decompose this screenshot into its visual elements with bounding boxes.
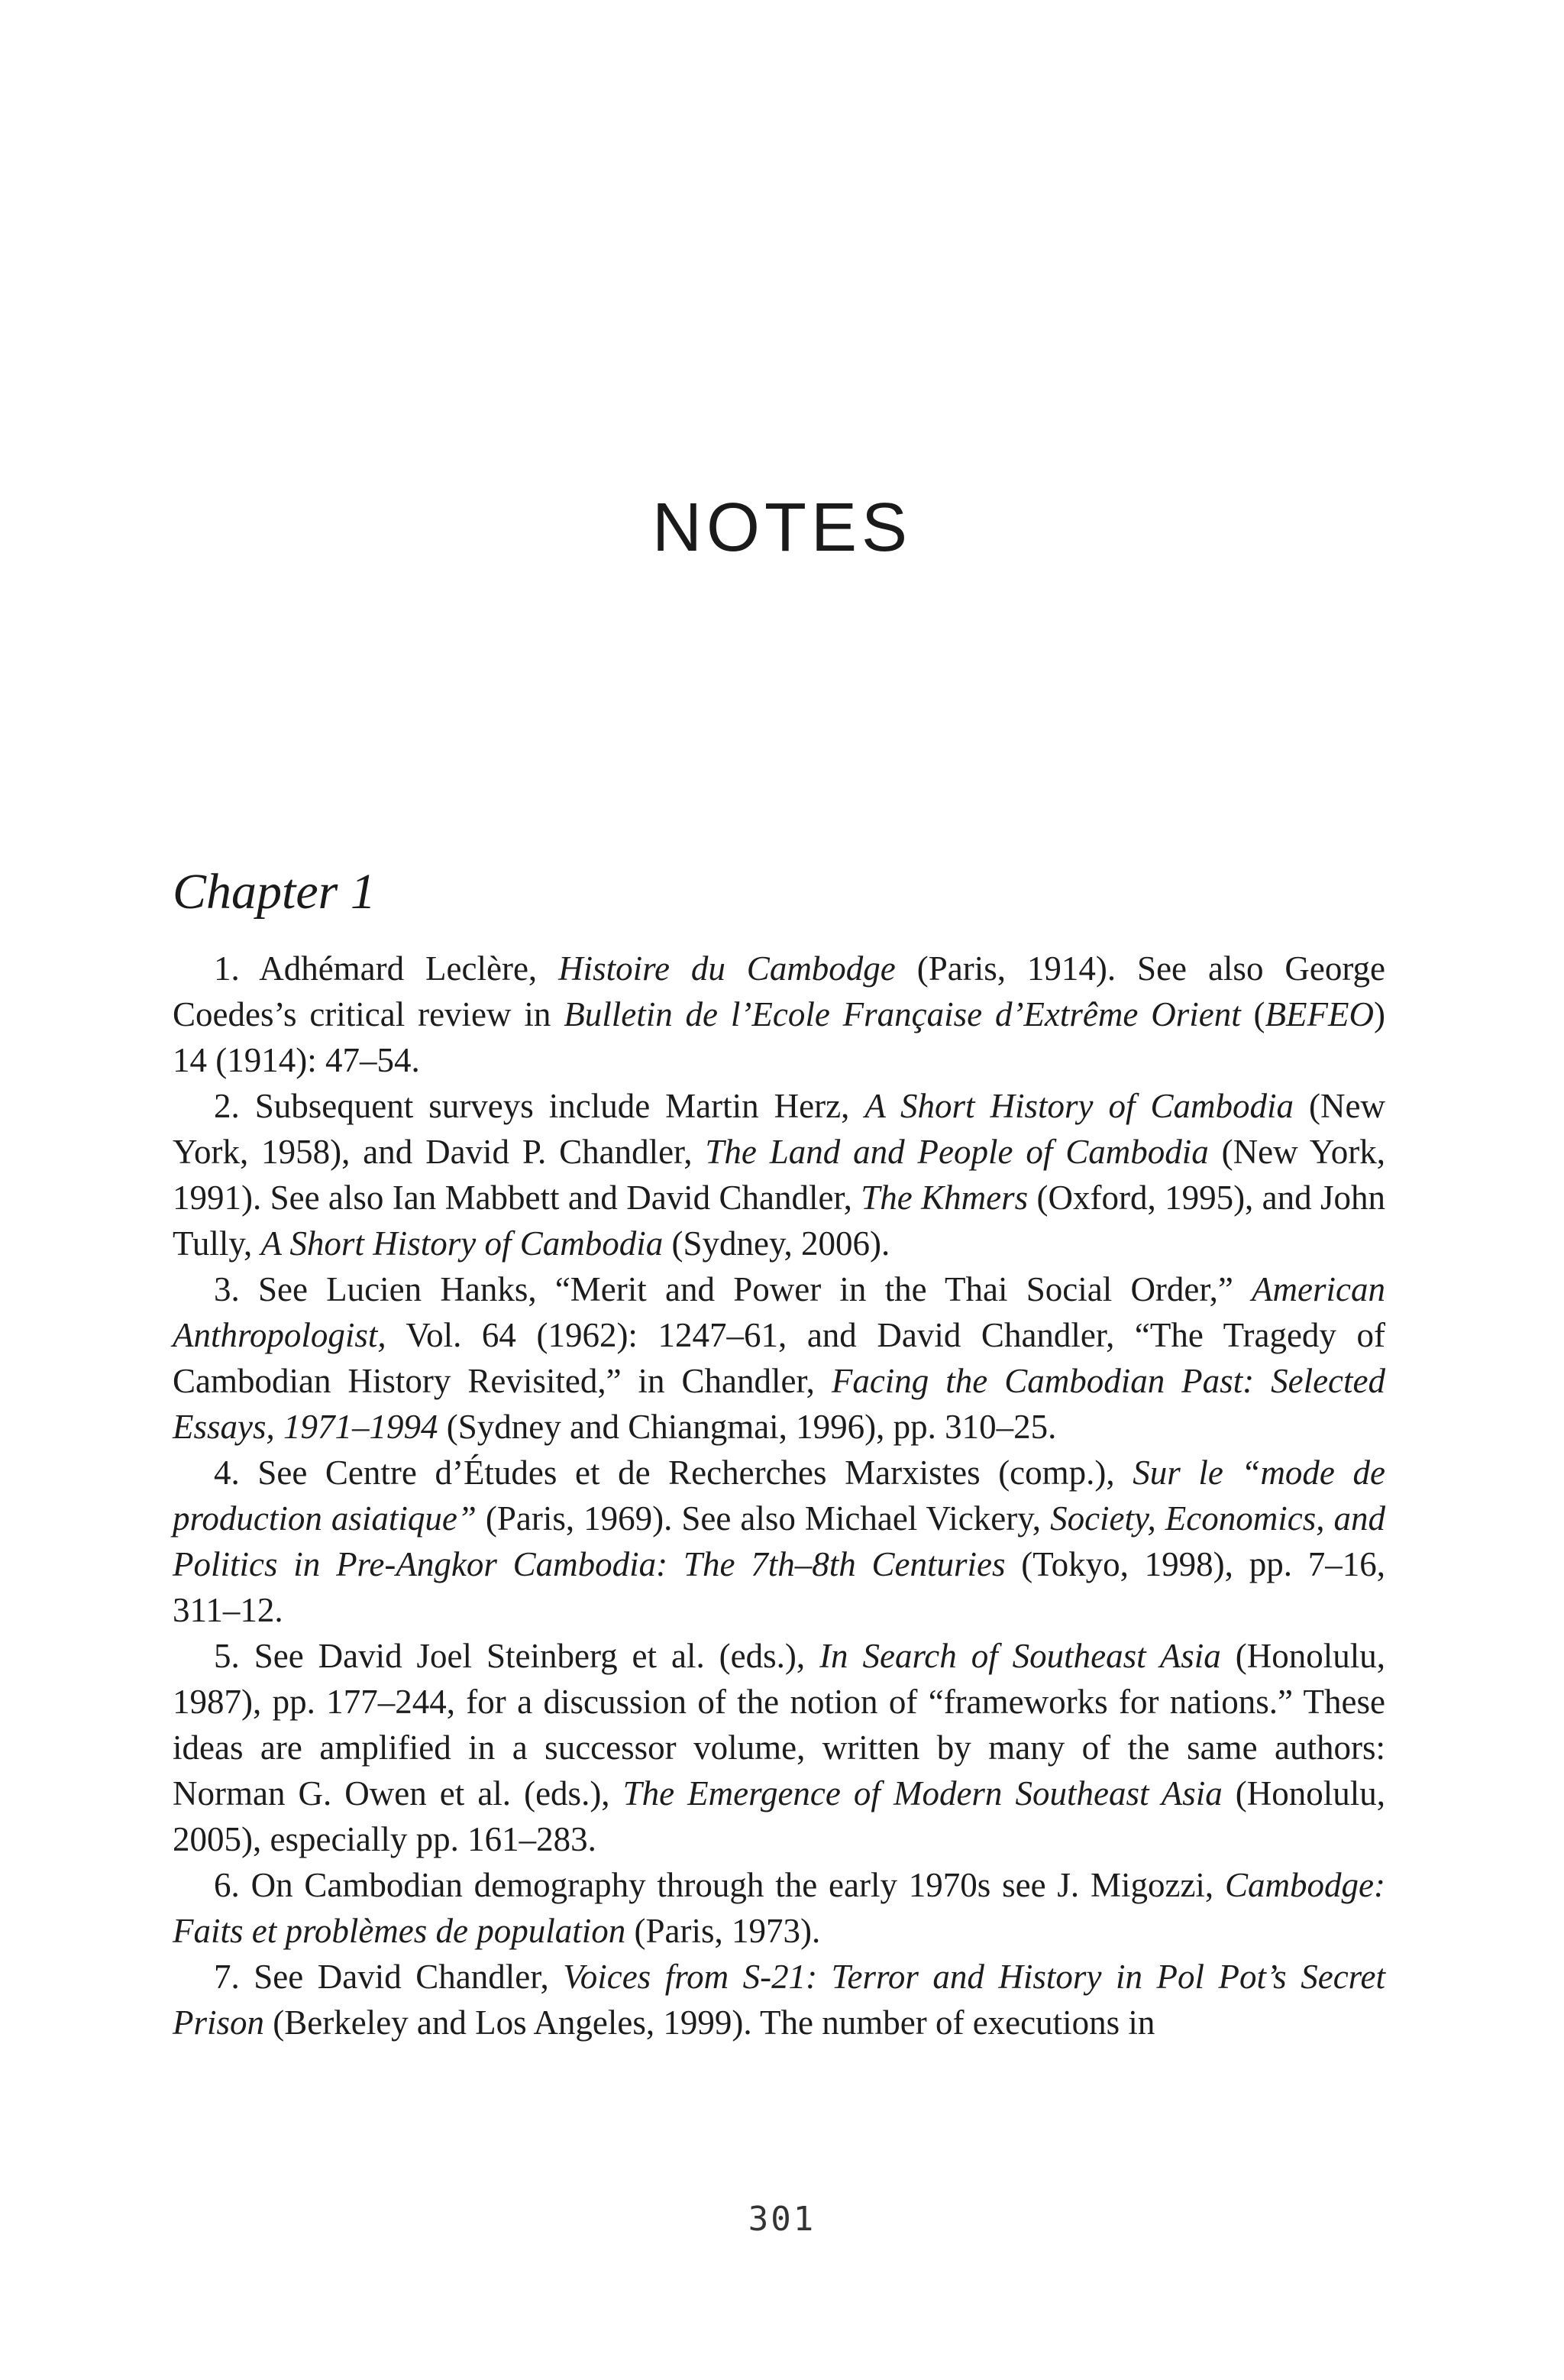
note-italic-title: Society, Economics, and Politics in Pre-Angkor Cambodia: The 7th–8th Centuries (173, 1499, 1385, 1583)
note-2 (173, 1083, 1385, 1266)
note-1 (173, 946, 1385, 1083)
notes-list (173, 946, 1385, 2045)
note-italic-title: Cambodge: Faits et problèmes de population (173, 1866, 1385, 1950)
note-italic-title: In Search of Southeast Asia (819, 1637, 1221, 1675)
note-italic-title: Sur le “mode de production asiatique” (173, 1454, 1385, 1538)
note-italic-title: The Khmers (861, 1179, 1029, 1217)
page-number: 301 (748, 2200, 816, 2239)
note-text: (New York, 1991). See also Ian Mabbett and David Chandler, (173, 1133, 1385, 1217)
note-text: (Paris, 1914). See also George Coedes’s critical review in (173, 949, 1385, 1033)
note-italic-title: BEFEO (1265, 995, 1374, 1033)
note-text: 4. See Centre d’Études et de Recherches Marxistes (comp.), (214, 1454, 1133, 1492)
note-text: 3. See Lucien Hanks, “Merit and Power in the Thai Social Order,” (214, 1270, 1252, 1308)
note-text: 6. On Cambodian demography through the early 1970s see J. Migozzi, (214, 1866, 1226, 1904)
note-text: (Tokyo, 1998), pp. 7–16, 311–12. (173, 1545, 1385, 1629)
note-7 (173, 1954, 1385, 2045)
note-text: (Honolulu, 2005), especially pp. 161–283. (173, 1774, 1386, 1858)
note-text: (Paris, 1973). (625, 1912, 821, 1950)
note-text: (New York, 1958), and David P. Chandler, (173, 1087, 1385, 1171)
note-italic-title: A Short History of Cambodia (260, 1224, 664, 1263)
page-heading: NOTES (651, 490, 913, 566)
note-text: Vol. 64 (1962): 1247–61, and David Chandler, “The Tragedy of Cambodian History Revisited,” in Chandler, (173, 1316, 1385, 1400)
note-italic-title: Bulletin de l’Ecole Française d’Extrême Orient (564, 995, 1241, 1033)
note-text: (Sydney and Chiangmai, 1996), pp. 310–25. (438, 1408, 1057, 1446)
note-italic-title: The Emergence of Modern Southeast Asia (622, 1774, 1223, 1812)
note-italic-title: American Anthropologist, (173, 1270, 1385, 1354)
note-text: 1. Adhémard Leclère, (214, 949, 559, 988)
note-text: (Berkeley and Los Angeles, 1999). The number of executions in (264, 2003, 1155, 2042)
note-text: 5. See David Joel Steinberg et al. (eds.), (214, 1637, 820, 1675)
chapter-title: Chapter 1 (173, 864, 376, 920)
note-text: (Sydney, 2006). (663, 1224, 890, 1263)
note-text: ( (1240, 995, 1265, 1033)
note-italic-title: Voices from S-21: Terror and History in Pol Pot’s Secret Prison (173, 1958, 1385, 2042)
note-italic-title: Facing the Cambodian Past: Selected Essays, 1971–1994 (173, 1362, 1385, 1446)
note-text: 7. See David Chandler, (214, 1958, 564, 1996)
note-italic-title: A Short History of Cambodia (864, 1087, 1294, 1125)
note-4 (173, 1450, 1385, 1633)
note-text: (Honolulu, 1987), pp. 177–244, for a discussion of the notion of “frameworks for nations.” These ideas are amplified in a successor volume, written by many of the same authors: Norman G. Owen et al. (eds.), (173, 1637, 1385, 1812)
note-text: (Paris, 1969). See also Michael Vickery, (476, 1499, 1051, 1538)
note-5 (173, 1633, 1385, 1862)
note-text: (Oxford, 1995), and John Tully, (173, 1179, 1385, 1263)
note-text: 2. Subsequent surveys include Martin Herz, (214, 1087, 865, 1125)
note-italic-title: The Land and People of Cambodia (705, 1133, 1209, 1171)
note-6 (173, 1862, 1385, 1954)
note-3 (173, 1266, 1385, 1450)
note-italic-title: Histoire du Cambodge (558, 949, 896, 988)
note-text: ) 14 (1914): 47–54. (173, 995, 1385, 1079)
